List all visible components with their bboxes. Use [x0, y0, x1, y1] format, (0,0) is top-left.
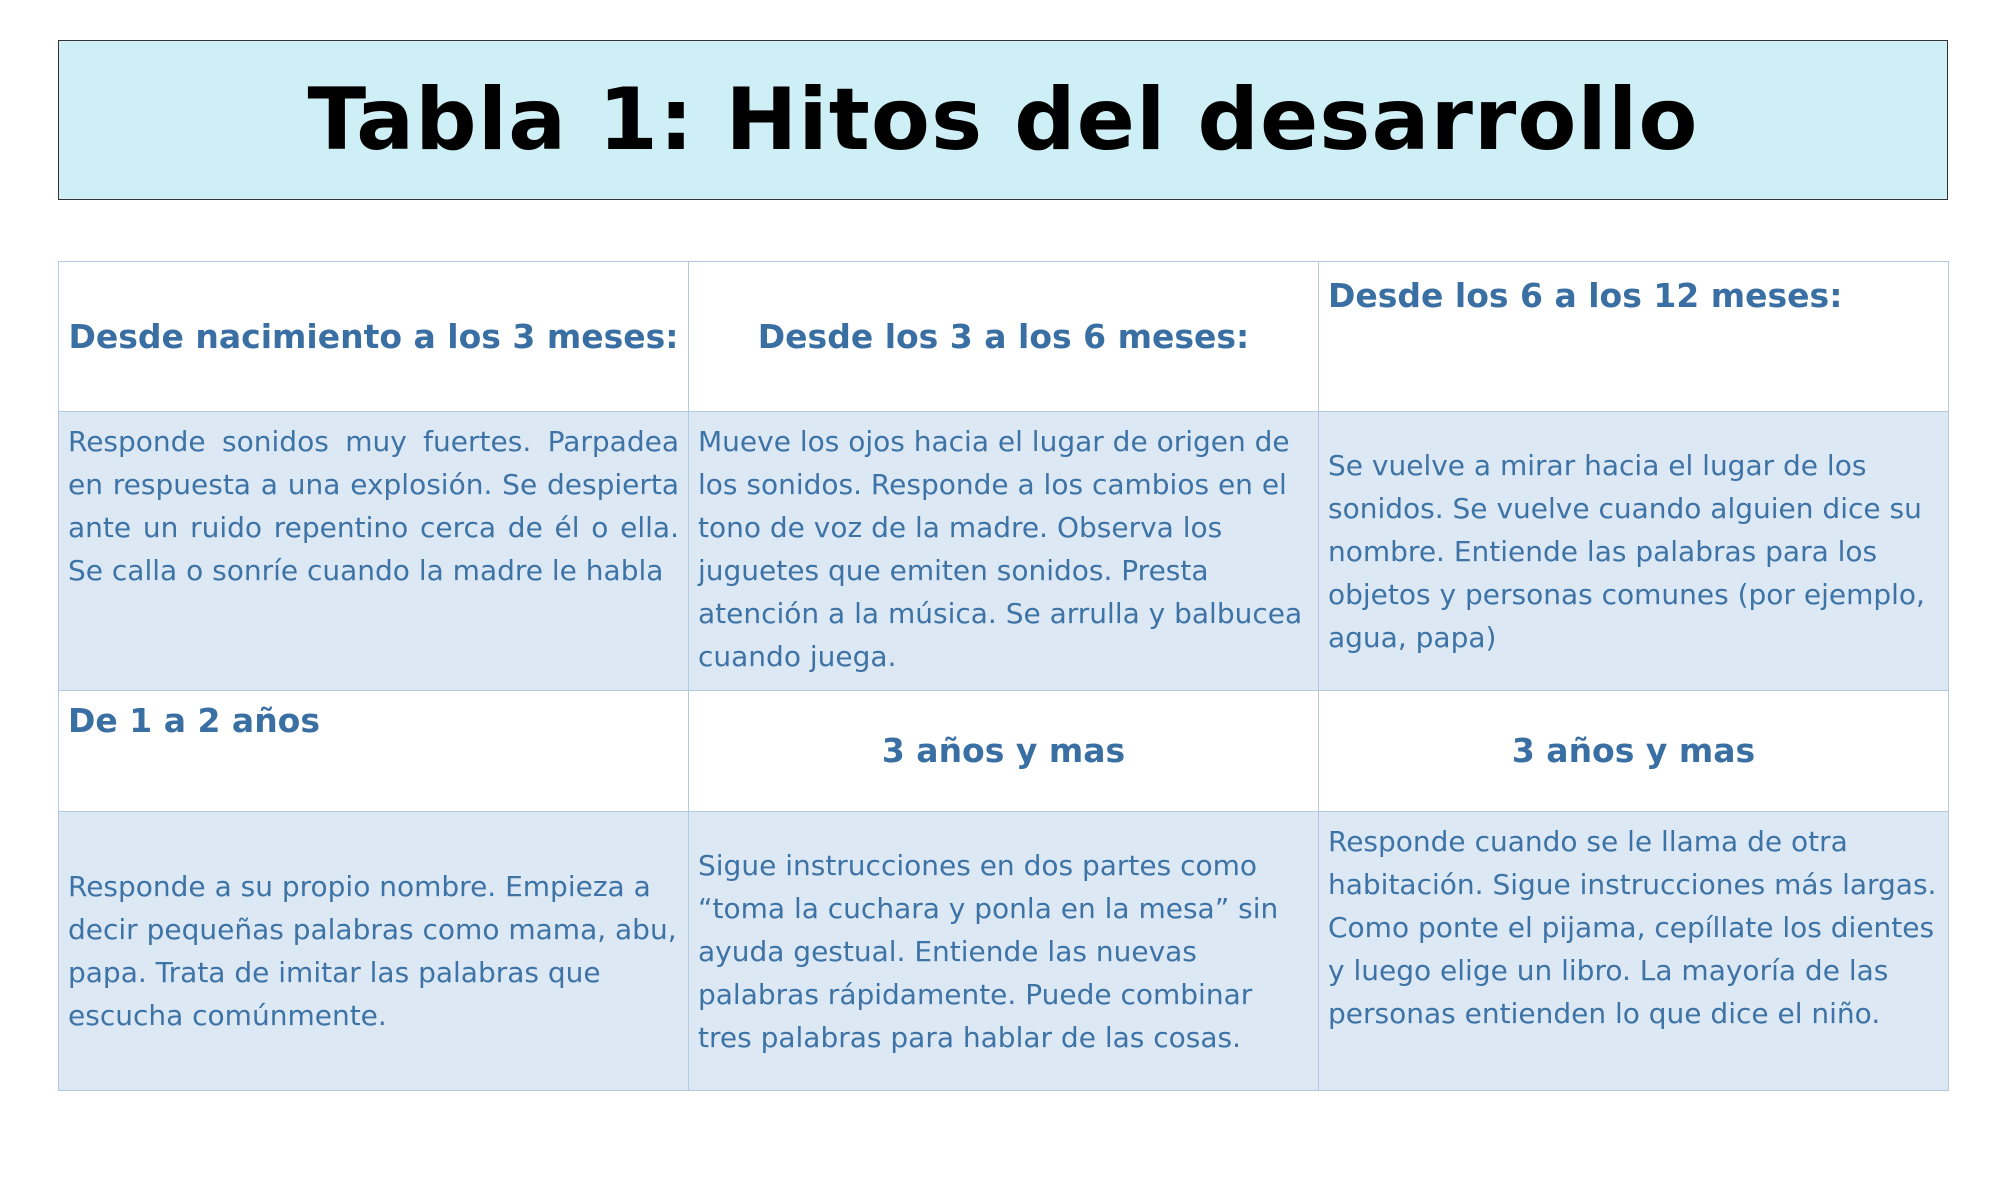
- milestones-table: [58, 261, 1949, 1091]
- header-cell-1-2-years: De 1 a 2 años: [59, 691, 689, 812]
- table-row: [59, 812, 1949, 1091]
- milestone-cell-1-2-years: Responde a su propio nombre. Empieza a decir pequeñas palabras como mama, abu, papa. Trata de imitar las palabras que escucha comúnmente.: [59, 812, 689, 1091]
- title-banner: [58, 40, 1948, 200]
- header-cell-3-years-b: 3 años y mas: [1319, 691, 1949, 812]
- milestone-cell-3-years-b: Responde cuando se le llama de otra habitación. Sigue instrucciones más largas. Como ponte el pijama, cepíllate los dientes y luego elige un libro. La mayoría de las personas entienden lo que dice el niño.: [1319, 812, 1949, 1091]
- milestone-cell-0-3-months: Responde sonidos muy fuertes. Parpadea en respuesta a una explosión. Se despierta ante un ruido repentino cerca de él o ella. Se calla o sonríe cuando la madre le habla: [59, 412, 689, 691]
- table-header-row: [59, 691, 1949, 812]
- table-header-row: [59, 262, 1949, 412]
- milestone-cell-3-6-months: Mueve los ojos hacia el lugar de origen de los sonidos. Responde a los cambios en el tono de voz de la madre. Observa los juguetes que emiten sonidos. Presta atención a la música. Se arrulla y balbucea cuando juega.: [689, 412, 1319, 691]
- table-row: [59, 412, 1949, 691]
- milestone-cell-6-12-months: Se vuelve a mirar hacia el lugar de los sonidos. Se vuelve cuando alguien dice su nombre. Entiende las palabras para los objetos y personas comunes (por ejemplo, agua, papa): [1319, 412, 1949, 691]
- header-cell-6-12-months: Desde los 6 a los 12 meses:: [1319, 262, 1949, 412]
- header-cell-0-3-months: Desde nacimiento a los 3 meses:: [59, 262, 689, 412]
- header-cell-3-6-months: Desde los 3 a los 6 meses:: [689, 262, 1319, 412]
- page-title: Tabla 1: Hitos del desarrollo: [307, 70, 1699, 170]
- milestone-cell-3-years-a: Sigue instrucciones en dos partes como “toma la cuchara y ponla en la mesa” sin ayuda gestual. Entiende las nuevas palabras rápidamente. Puede combinar tres palabras para hablar de las cosas.: [689, 812, 1319, 1091]
- header-cell-3-years-a: 3 años y mas: [689, 691, 1319, 812]
